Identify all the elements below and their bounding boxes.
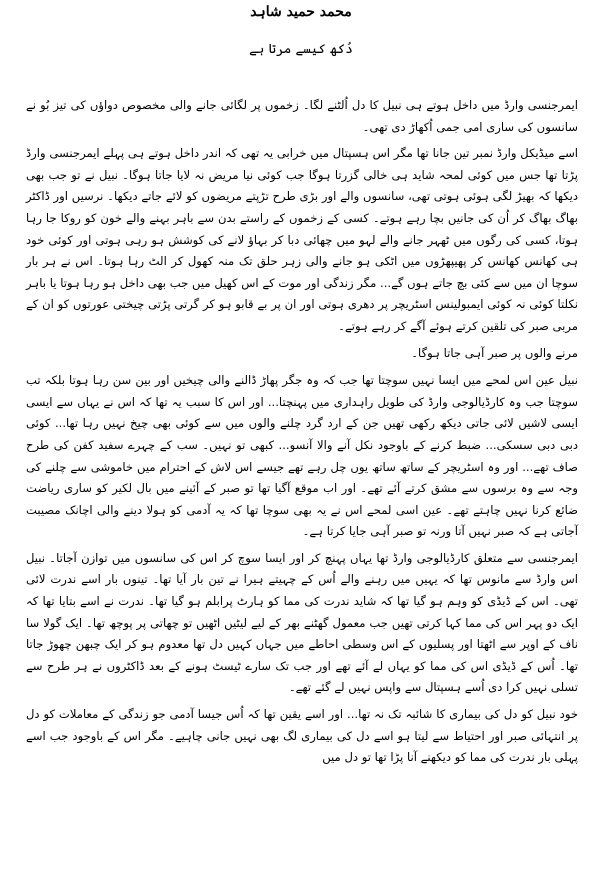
paragraph-1: ایمرجنسی وارڈ میں داخل ہوتے ہی نبیل کا دل اُلٹنے لگا۔ زخموں پر لگائی جانے والی مخصوص دواؤں کی تیز بُو نے سانسوں کی ساری امی جمی اُکھاڑ دی تھی۔ xyxy=(26,98,578,134)
paragraph-3: مرنے والوں پر صبر آہی جاتا ہوگا۔ xyxy=(411,345,578,360)
paragraph-6: خود نبیل کو دل کی بیماری کا شائبہ تک نہ تھا... اور اسے یقین تھا کہ اُس جیسا آدمی جو زندگی کے معاملات کو دل پر انتہائی صبر اور احتیاط سے لیتا ہو اسے دل کی بیماری لگ بھی نہیں جانی چاہیے۔ مگر اس کے باوجود جب اسے پہلی بار ندرت کی مما کو دیکھنے آنا پڑا تھا تو دل میں xyxy=(26,707,578,765)
paragraph-4: نبیل عین اس لمحے میں ایسا نہیں سوچتا تھا جب کہ وہ جگر پھاڑ ڈالنے والی چیخیں اور بین سن رہا ہوتا بلکہ تب سوچتا جب وہ کارڈیالوجی وارڈ کی طویل راہداری میں پہنچتا... اور اس کا سبب یہ تھا کہ اس نے یہاں سے ایسی ایسی لاشیں لائی جاتی دیکھ رکھی تھیں جن کے ارد گرد چلنے والوں میں سے کوئی بھی چیخ نہیں رہا تھا... کوئی دبی دبی سسکی... ضبط کرنے کے باوجود نکل آنے والا آنسو... کبھی تو نہیں۔ سب کے چہرے سفید کفن کی طرح صاف تھے... اور وہ اسٹریچر کے ساتھ ساتھ یوں چل رہے تھے جیسے اس لاش کے احترام میں خاموشی سے چلنے کی وجہ سے وہ برسوں سے مشق کرتے آئے تھے۔ اور اب موقع آگیا تھا تو صبر کے آئینے میں بال لکیر کو ساری ریاضت ضائع کرنا نہیں چاہتے تھے۔ عین اسی لمحے اس نے یہ بھی سوچا تھا کہ یہ آدمی کو ہولا دینے والی اچانک مصیبت آجاتی ہے کہ صبر نہیں آتا ورنہ تو صبر آہی جایا کرتا ہے۔ xyxy=(26,373,578,539)
paragraph-5: ایمرجنسی سے متعلق کارڈیالوجی وارڈ تھا یہاں پہنچ کر اور ایسا سوچ کر اس کی سانسوں میں توازن آجاتا۔ نبیل اس وارڈ سے مانوس تھا کہ یہیں میں رہنے والے اُس کے چہیتے ہیرا نے تین بار آیا تھا۔ تینوں بار اسے ندرت لائی تھی۔ اس کے ڈیڈی کو وہم ہو گیا تھا کہ شاید ندرت کی مما کو ہارٹ پرابلم ہو گیا تھا۔ ندرت نے اسے بتایا تھا کہ ایک دو پہر اس کی مما کہا کرتی تھیں جب معمول گھٹنے بھر کے لیے لیٹیں اٹھیں تو چھاتی پر پوچھ تھا۔ ایک گولا سا ناف کے اوپر سے اٹھتا اور پسلیوں کے اس وسطی احاطے میں جہاں کہیں دل تھا معدوم ہو کر ایک چبھن چھوڑ جاتا تھا۔ اُس کے ڈیڈی اس کی مما کو یہاں لے آئے تھے اور جب تک سارے ٹیسٹ ہونے کے بعد ڈاکٹروں نے ہر طرح سے تسلی نہیں کرا دی اُسے ہسپتال سے واپس نہیں لے گئے تھے۔ xyxy=(26,550,578,695)
story-title: دُکھ کیسے مرتا ہے xyxy=(249,42,353,57)
author-name: محمد حمید شاہد xyxy=(250,4,352,20)
story-body xyxy=(26,95,578,774)
paragraph-2: اسے میڈیکل وارڈ نمبر تین جانا تھا مگر اس ہسپتال میں خرابی یہ تھی کہ اندر داخل ہوتے ہی پہلے ایمرجنسی وارڈ پڑتا تھا جس میں کوئی لمحہ شاید ہی خالی گزرتا ہوگا جب کوئی نیا مریض نہ لایا جاتا ہوگا۔ نبیل نے تو جب بھی دیکھا کہ بھیڑ لگی ہوئی ہوتی تھی، سانسوں والے اور بڑی طرح تڑپتے مریضوں کو لائے جاتے دیکھا۔ نرسیں اور ڈاکٹر بھاگ بھاگ کر اُن کی جانیں بچا رہے ہوتے۔ کسی کے زخموں کے راستے بدن سے باہر بہنے والے خون کو روکا جا رہا ہوتا، کسی کی رگوں میں ٹھہر جانے والے لہو میں چھائی دبا کر بہاؤ لانے کی کوشش ہو رہی ہوتی اور کوئی خود ہی کھانس کھانس کر پھیپھڑوں میں اٹکی ہو جانے والی زہر حلق تک منہ کھول کر الٹ رہا ہوتا۔ اس نے ہر بار سوچا ان میں سے کئی بچ جاتے ہوں گے... مگر زندگی اور موت کے اس کھیل میں جب بھی داخل ہو رہا ہوتا یا باہر نکلتا کوئی نہ کوئی ایمبولینس اسٹریچر پر دھری ہوتی اور ان پر بے قابو ہو کر گرتی پڑتی چیختی عورتوں کو ان کے مربی صبر کی تلقین کرتے ہوئے آگے کر رہے ہوتے۔ xyxy=(26,146,578,333)
